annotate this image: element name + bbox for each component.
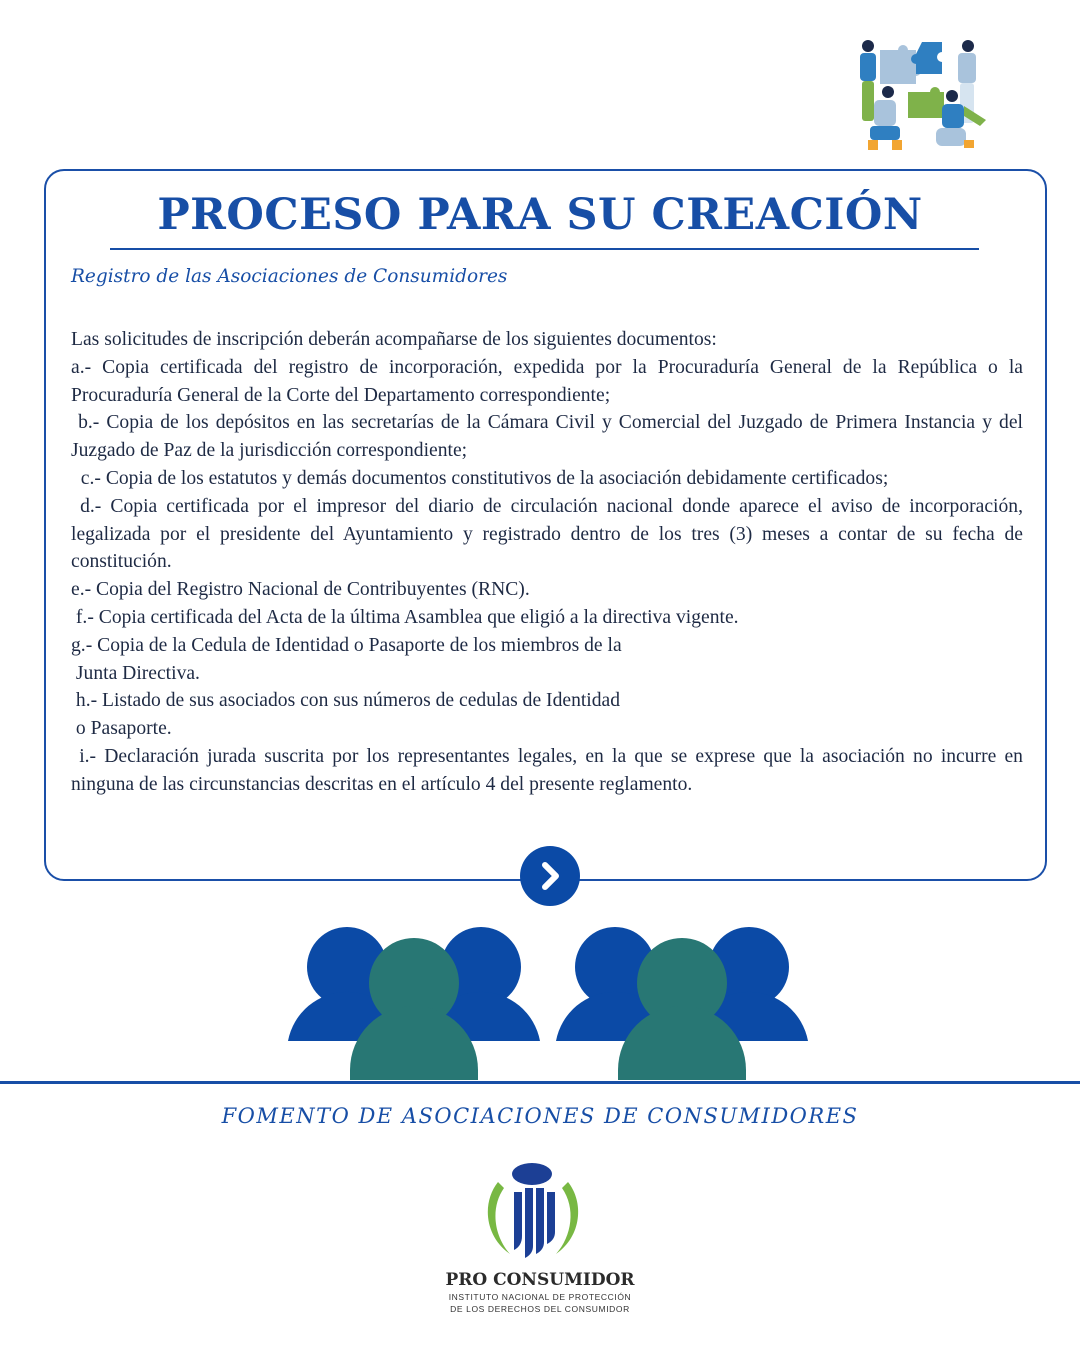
requirement-c: c.- Copia de los estatutos y demás documentos constitutivos de la asociación debidamente certificados; — [71, 467, 889, 489]
requirement-g-continued: Junta Directiva. — [71, 662, 200, 684]
requirement-h-continued: o Pasaporte. — [71, 718, 172, 740]
requirement-f: f.- Copia certificada del Acta de la última Asamblea que eligió a la directiva vigente. — [71, 606, 739, 628]
footer-title: FOMENTO DE ASOCIACIONES DE CONSUMIDORES — [221, 1104, 859, 1128]
person-group-left-icon — [288, 927, 540, 1080]
intro-paragraph: Las solicitudes de inscripción deberán acompañarse de los siguientes documentos: — [71, 329, 717, 350]
person-group-right-icon — [556, 927, 808, 1080]
page-title: PROCESO PARA SU CREACIÓN — [157, 190, 923, 240]
requirement-a: a.- Copia certificada del registro de incorporación, expedida por la Procuraduría General de la República o la Procuraduría General de la Corte del Departamento correspondiente; — [71, 356, 1023, 406]
puzzle-team-illustration — [852, 36, 992, 158]
requirement-b: b.- Copia de los depósitos en las secretarías de la Cámara Civil y Comercial del Juzgado de Primera Instancia y del Juzgado de Paz de la jurisdicción correspondiente; — [71, 412, 1028, 462]
requirements-text — [71, 326, 1028, 799]
requirement-i: i.- Declaración jurada suscrita por los representantes legales, en la que se exprese que la asociación no incurre en ninguna de las circunstancias descritas en el artículo 4 del presente reglamento. — [71, 745, 1028, 795]
chevron-right-icon — [520, 846, 580, 906]
logo-name: PRO CONSUMIDOR — [445, 1270, 635, 1290]
requirement-h: h.- Listado de sus asociados con sus números de cedulas de Identidad — [71, 690, 621, 712]
pro-consumidor-logo-icon — [480, 1158, 586, 1264]
next-button[interactable] — [520, 846, 580, 906]
logo-subtitle-line-2: DE LOS DERECHOS DEL CONSUMIDOR — [450, 1304, 630, 1314]
requirement-d: d.- Copia certificada por el impresor del diario de circulación nacional donde aparece el aviso de incorporación, legalizada por el presidente del Ayuntamiento y registrado dentro de los tres (3) meses a contar de su fecha de constitución. — [71, 495, 1028, 573]
section-subtitle: Registro de las Asociaciones de Consumidores — [71, 266, 508, 287]
requirement-g: g.- Copia de la Cedula de Identidad o Pasaporte de los miembros de la — [71, 634, 622, 656]
requirement-e: e.- Copia del Registro Nacional de Contribuyentes (RNC). — [71, 579, 530, 601]
logo-subtitle-line-1: INSTITUTO NACIONAL DE PROTECCIÓN — [448, 1292, 632, 1302]
title-divider — [110, 248, 979, 250]
people-group-icon — [280, 915, 820, 1080]
footer-divider — [0, 1081, 1080, 1084]
